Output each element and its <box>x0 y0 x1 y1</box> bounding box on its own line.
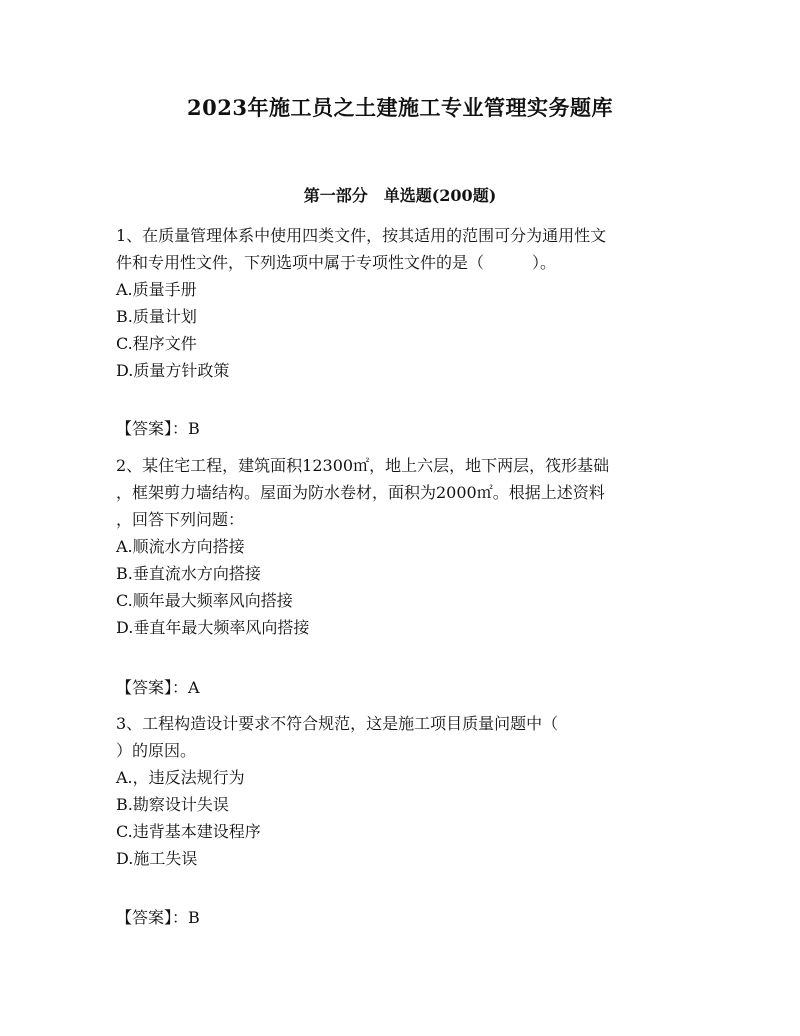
option-b: B.质量计划 <box>116 307 197 326</box>
question-stem-line: 件和专用性文件，下列选项中属于专项性文件的是（ ）。 <box>116 253 557 272</box>
answer-3: 【答案】：B <box>116 908 200 927</box>
option-c: C.违背基本建设程序 <box>116 822 261 841</box>
option-c: C.顺年最大频率风向搭接 <box>116 591 293 610</box>
question-stem-line: ，回答下列问题： <box>116 510 245 529</box>
option-d: D.垂直年最大频率风向搭接 <box>116 618 310 637</box>
question-3 <box>116 710 676 872</box>
section-heading: 第一部分 单选题(200题) <box>303 186 497 205</box>
answer-1: 【答案】：B <box>116 419 200 438</box>
option-b: B.垂直流水方向搭接 <box>116 564 261 583</box>
option-d: D.施工失误 <box>116 849 198 868</box>
question-stem-line: 1、在质量管理体系中使用四类文件，按其适用的范围可分为通用性文 <box>116 226 607 245</box>
question-2 <box>116 452 676 641</box>
question-stem-line: 2、某住宅工程，建筑面积12300㎡，地上六层，地下两层，筏形基础 <box>116 456 610 475</box>
question-stem-line: ，框架剪力墙结构。屋面为防水卷材，面积为2000㎡。根据上述资料 <box>116 483 605 502</box>
question-stem-line: 3、工程构造设计要求不符合规范，这是施工项目质量问题中（ <box>116 714 559 733</box>
document-title: 2023年施工员之土建施工专业管理实务题库 <box>187 95 613 120</box>
option-a: A.质量手册 <box>116 280 197 299</box>
option-a: A.，违反法规行为 <box>116 768 245 787</box>
answer-2: 【答案】：A <box>116 678 200 697</box>
option-a: A.顺流水方向搭接 <box>116 537 245 556</box>
question-stem-line: ）的原因。 <box>116 741 197 760</box>
question-1 <box>116 222 676 384</box>
option-c: C.程序文件 <box>116 334 197 353</box>
option-b: B.勘察设计失误 <box>116 795 229 814</box>
option-d: D.质量方针政策 <box>116 361 230 380</box>
